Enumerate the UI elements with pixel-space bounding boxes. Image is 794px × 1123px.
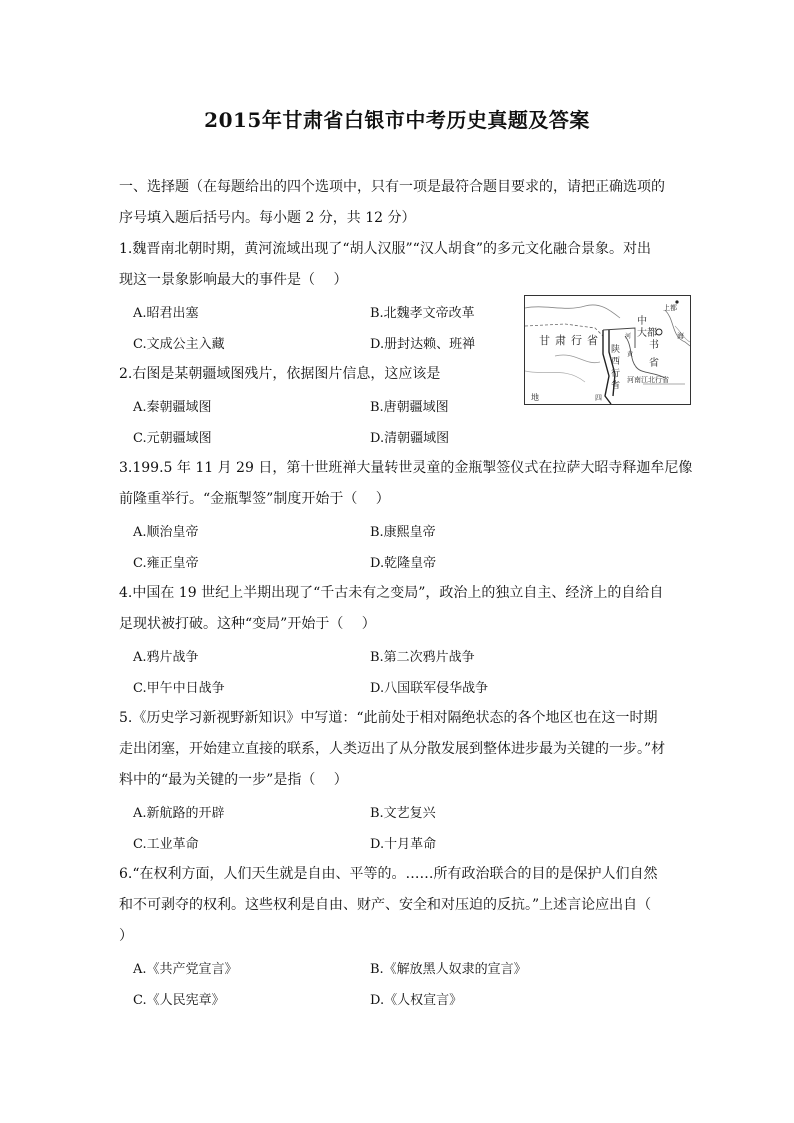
map-label-gan: 甘 — [539, 334, 550, 347]
q3-option-d: D.乾隆皇帝 — [370, 556, 437, 571]
map-label-zhong: 中 — [637, 316, 647, 327]
q2-option-a: A.秦朝疆域图 — [133, 400, 212, 415]
q5-option-d: D.十月革命 — [370, 837, 437, 852]
map-label-shangdu: 上都 — [663, 304, 677, 312]
map-label-sheng: 省 — [587, 334, 598, 347]
q1-option-c: C.文成公主入藏 — [133, 337, 225, 352]
question-6-line-1: 6.“在权利方面，人们天生就是自由、平等的。……所有政治联合的目的是保护人们自然 — [119, 866, 658, 882]
map-label-su: 肃 — [555, 334, 566, 347]
q2-option-c: C.元朝疆域图 — [133, 431, 212, 446]
map-label-di: 地 — [531, 393, 539, 402]
question-4-line-1: 4.中国在 19 世纪上半期出现了“千古未有之变局”，政治上的独立自主、经济上的自给自 — [119, 585, 664, 601]
q1-option-a: A.昭君出塞 — [133, 306, 199, 321]
map-label-xi: 西 — [611, 357, 621, 367]
question-5-line-1: 5.《历史学习新视野新知识》中写道：“此前处于相对隔绝状态的各个地区也在这一时期 — [119, 710, 658, 726]
q6-option-d: D.《人权宣言》 — [370, 993, 463, 1008]
question-5-line-3: 料中的“最为关键的一步”是指（ ） — [119, 772, 348, 788]
q1-option-b: B.北魏孝文帝改革 — [370, 306, 475, 321]
q2-option-b: B.唐朝疆域图 — [370, 400, 449, 415]
question-6-line-3: ） — [119, 928, 133, 944]
section-heading-line-2: 序号填入题后括号内。每小题 2 分，共 12 分） — [119, 210, 416, 226]
question-1-line-1: 1.魏晋南北朝时期，黄河流域出现了“胡人汉服”“汉人胡食”的多元文化融合景象。对出 — [119, 241, 651, 257]
territory-map-fragment — [524, 295, 691, 405]
question-3-line-2: 前隆重举行。“金瓶掣签”制度开始于（ ） — [119, 491, 390, 507]
question-2-line-1: 2.右图是某朝疆域图残片，依据图片信息，这应该是 — [119, 366, 441, 382]
q6-option-a: A.《共产党宣言》 — [133, 962, 238, 977]
question-5-line-2: 走出闭塞，开始建立直接的联系，人类迈出了从分散发展到整体进步最为关键的一步。”材 — [119, 741, 666, 757]
q4-option-a: A.鸦片战争 — [133, 650, 199, 665]
q3-option-b: B.康熙皇帝 — [370, 525, 436, 540]
q5-option-b: B.文艺复兴 — [370, 806, 436, 821]
q1-option-d: D.册封达赖、班禅 — [370, 337, 476, 352]
q3-option-a: A.顺治皇帝 — [133, 525, 199, 540]
q4-option-c: C.甲午中日战争 — [133, 681, 225, 696]
q2-option-d: D.清朝疆域图 — [370, 431, 450, 446]
section-heading-line-1: 一、选择题（在每题给出的四个选项中，只有一项是最符合题目要求的，请把正确选项的 — [119, 179, 665, 195]
q5-option-c: C.工业革命 — [133, 837, 199, 852]
map-label-he: 河 — [625, 333, 632, 340]
question-1-line-2: 现这一景象影响最大的事件是（ ） — [119, 272, 348, 288]
question-3-line-1: 3.199.5 年 11 月 29 日，第十世班禅大量转世灵童的金瓶掣签仪式在拉萨大昭寺释迦牟尼像 — [119, 460, 693, 476]
q6-option-b: B.《解放黑人奴隶的宣言》 — [370, 962, 527, 977]
q4-option-b: B.第二次鸦片战争 — [370, 650, 475, 665]
q4-option-d: D.八国联军侵华战争 — [370, 681, 489, 696]
q3-option-c: C.雍正皇帝 — [133, 556, 199, 571]
map-label-si: 四 — [595, 394, 602, 402]
map-label-dadu: 大都 — [637, 328, 657, 339]
map-label-xing: 行 — [571, 334, 582, 347]
map-label-huang: 黄 — [627, 351, 634, 358]
map-label-henan-jiangbei: 河南江北行省 — [627, 376, 669, 384]
map-label-sheng2: 省 — [611, 381, 621, 391]
map-label-shu: 书 — [649, 340, 659, 351]
q6-option-c: C.《人民宪章》 — [133, 993, 225, 1008]
map-drawing — [525, 296, 690, 404]
page-title: 2015年甘肃省白银市中考历史真题及答案 — [204, 108, 590, 132]
map-label-shan: 陕 — [611, 345, 621, 355]
question-4-line-2: 足现状被打破。这种“变局”开始于（ ） — [119, 616, 376, 632]
map-label-sheng3: 省 — [649, 358, 659, 369]
question-6-line-2: 和不可剥夺的权利。这些权利是自由、财产、安全和对压迫的反抗。”上述言论应出自（ — [119, 897, 652, 913]
q5-option-a: A.新航路的开辟 — [133, 806, 225, 821]
map-label-xing2: 行 — [611, 369, 621, 379]
map-label-hai: 海 — [677, 332, 684, 340]
